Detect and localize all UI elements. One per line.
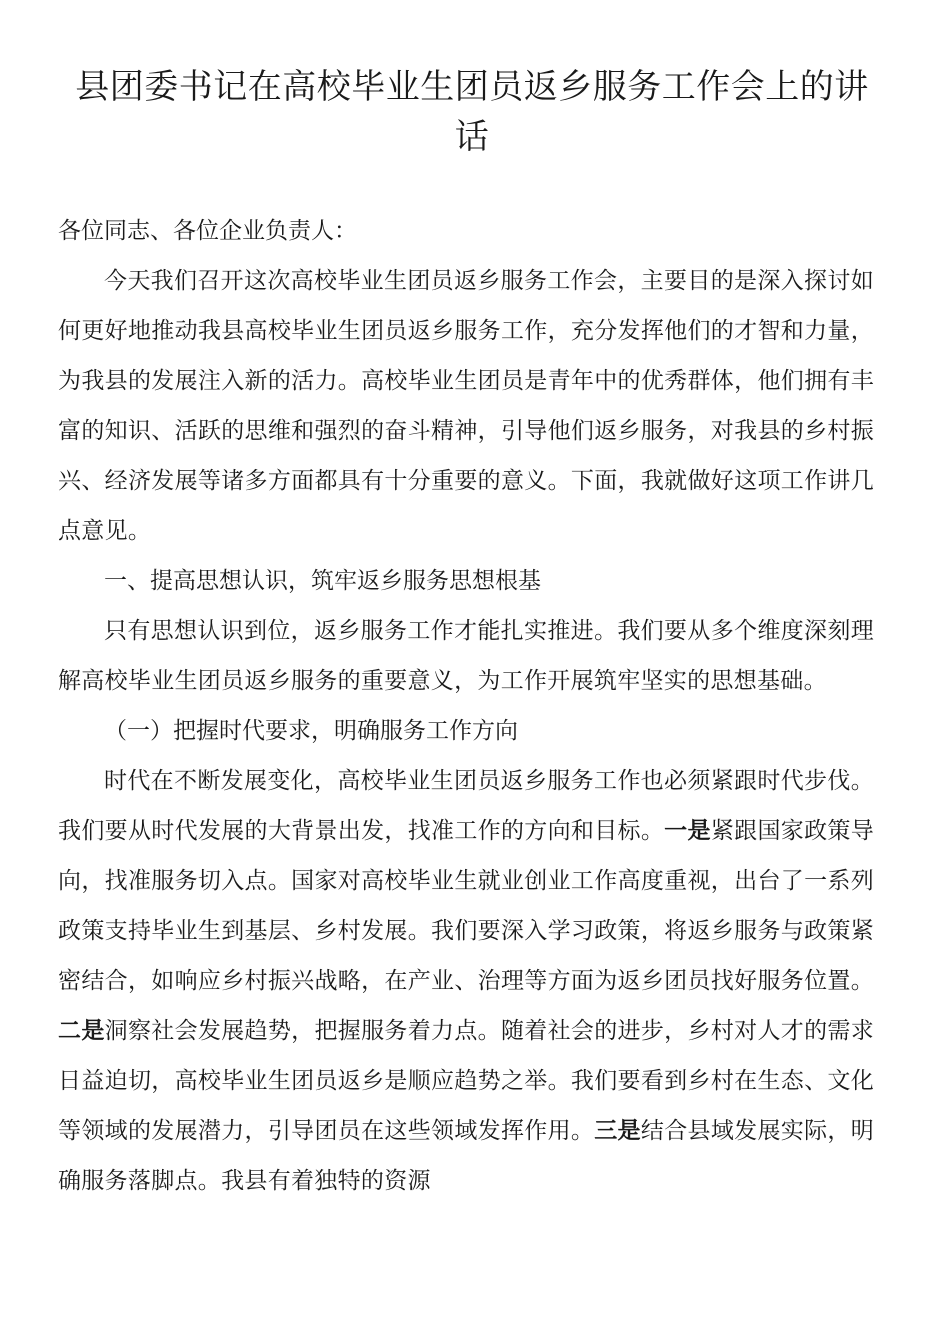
subsection-1-text-1: 时代在不断发展变化，高校毕业生团员返乡服务工作也必须紧跟时代步伐。我们要从时代发展的大背景出发，找准工作的方向和目标。 xyxy=(58,768,874,844)
subsection-1-paragraph xyxy=(58,756,874,1206)
subsection-1-text-4: 结合县域发展实际，明确服务落脚点。我县有着独特的资源 xyxy=(58,1118,875,1194)
subsection-1-text-2: 紧跟国家政策导向，找准服务切入点。国家对高校毕业生就业创业工作高度重视，出台了一系列政策支持毕业生到基层、乡村发展。我们要深入学习政策，将返乡服务与政策紧密结合，如响应乡村振兴战略，在产业、治理等方面为返乡团员找好服务位置。 xyxy=(58,818,874,994)
point-two-marker: 二是 xyxy=(58,1018,105,1044)
subsection-1-text-3: 洞察社会发展趋势，把握服务着力点。随着社会的进步，乡村对人才的需求日益迫切，高校毕业生团员返乡是顺应趋势之举。我们要看到乡村在生态、文化等领域的发展潜力，引导团员在这些领域发挥作用。 xyxy=(58,1018,874,1144)
point-one-marker: 一是 xyxy=(664,818,711,844)
section-1-heading: 一、提高思想认识，筑牢返乡服务思想根基 xyxy=(104,568,541,594)
document-title: 县团委书记在高校毕业生团员返乡服务工作会上的讲话 xyxy=(75,67,869,157)
intro-paragraph: 今天我们召开这次高校毕业生团员返乡服务工作会，主要目的是深入探讨如何更好地推动我县高校毕业生团员返乡服务工作，充分发挥他们的才智和力量，为我县的发展注入新的活力。高校毕业生团员是青年中的优秀群体，他们拥有丰富的知识、活跃的思维和强烈的奋斗精神，引导他们返乡服务，对我县的乡村振兴、经济发展等诸多方面都具有十分重要的意义。下面，我就做好这项工作讲几点意见。 xyxy=(58,268,874,544)
section-1-paragraph: 只有思想认识到位，返乡服务工作才能扎实推进。我们要从多个维度深刻理解高校毕业生团员返乡服务的重要意义，为工作开展筑牢坚实的思想基础。 xyxy=(58,618,874,694)
subsection-1-heading: （一）把握时代要求，明确服务工作方向 xyxy=(104,718,518,744)
point-three-marker: 三是 xyxy=(594,1118,641,1144)
salutation: 各位同志、各位企业负责人： xyxy=(58,218,357,244)
